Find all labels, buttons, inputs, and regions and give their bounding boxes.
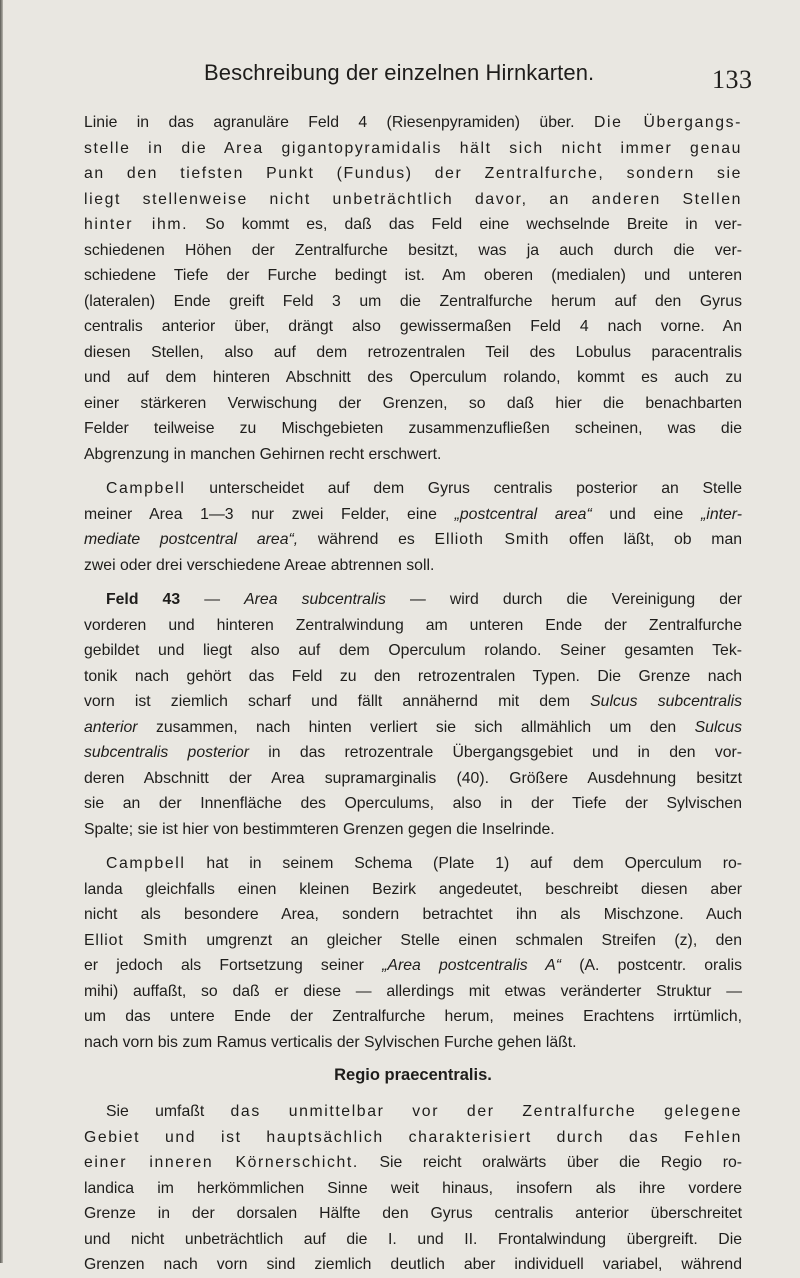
- running-title: Beschreibung der einzelnen Hirnkarten.: [204, 60, 595, 85]
- text-run: vorn ist ziemlich scharf und fällt annähernd mit dem: [84, 693, 570, 710]
- running-head: [0, 56, 800, 92]
- text-run: zusammen, nach hinten verliert sie sich allmählich um den: [155, 718, 677, 736]
- text-line: schiedenen Höhen der Zentralfurche besitzt, was ja auch durch die ver-: [84, 241, 742, 259]
- paragraph-3: [84, 587, 742, 842]
- paragraph-gap: [84, 467, 742, 476]
- paragraph-gap: [84, 578, 742, 587]
- author-name: Campbell: [106, 855, 186, 872]
- author-name: Elliot Smith: [84, 931, 188, 949]
- text-run: in das retrozentrale Übergangsgebiet und in den vor-: [268, 744, 743, 761]
- text-line: einer stärkeren Verwischung der Grenzen, so daß hier die benachbarten: [84, 394, 742, 412]
- text-line: landa gleichfalls einen kleinen Bezirk angedeutet, beschreibt diesen aber: [84, 880, 742, 898]
- text-run: —: [204, 591, 221, 608]
- spaced-text: hinter ihm.: [84, 216, 189, 233]
- text-run: meiner Area 1—3 nur zwei Felder, eine: [84, 505, 437, 523]
- text-run: So kommt es, daß das Feld eine wechselnde Breite in ver-: [205, 216, 742, 233]
- italic-term: Sulcus subcentralis: [590, 693, 742, 710]
- text-line: um das untere Ende der Zentralfurche herum, meines Erachtens irrtümlich,: [84, 1008, 742, 1025]
- italic-term: mediate postcentral area“,: [84, 531, 299, 548]
- text-run: offen läßt, ob man: [569, 531, 743, 548]
- text-run: und eine: [609, 505, 684, 523]
- text-line: [84, 1099, 742, 1125]
- text-line: Grenze in der dorsalen Hälfte den Gyrus centralis anterior überschreitet: [84, 1205, 742, 1222]
- italic-term: Area subcentralis: [244, 591, 386, 608]
- text-line: nicht als besondere Area, sondern betrachtet ihn als Mischzone. Auch: [84, 906, 742, 923]
- text-run: hat in seinem Schema (Plate 1) auf dem Operculum ro-: [206, 855, 743, 872]
- text-line: vorderen und hinteren Zentralwindung am unteren Ende der Zentralfurche: [84, 616, 742, 634]
- spaced-text: liegt stellenweise nicht unbeträchtlich davor, an anderen Stellen: [84, 190, 742, 208]
- section-heading: Regio praecentralis.: [334, 1066, 492, 1084]
- italic-term: „postcentral area“: [454, 505, 592, 523]
- text-line: schiedene Tiefe der Furche bedingt ist. Am oberen (medialen) und unteren: [84, 267, 742, 284]
- text-run: Sie reicht oralwärts über die Regio ro-: [379, 1154, 743, 1171]
- text-line: [84, 502, 742, 528]
- text-run: Sie umfaßt: [106, 1103, 205, 1120]
- text-line: [84, 740, 742, 766]
- page-number: 133: [712, 65, 753, 94]
- text-run: während es: [317, 531, 415, 548]
- text-line: [84, 1150, 742, 1176]
- text-line: [84, 928, 742, 954]
- text-line: [84, 689, 742, 715]
- text-line: Grenzen nach vorn sind ziemlich deutlich aber individuell variabel, während: [84, 1256, 742, 1273]
- text-line: mihi) auffaßt, so daß er diese — allerdings mit etwas veränderter Struktur —: [84, 982, 742, 1000]
- text-line: diesen Stellen, also auf dem retrozentralen Teil des Lobulus paracentralis: [84, 343, 742, 361]
- text-line: [84, 715, 742, 741]
- text-line: nach vorn bis zum Ramus verticalis der Sylvischen Furche gehen läßt.: [84, 1033, 577, 1051]
- text-line: und auf dem hinteren Abschnitt des Operculum rolando, kommt es auch zu: [84, 369, 742, 386]
- text-line: centralis anterior über, drängt also gewissermaßen Feld 4 nach vorne. An: [84, 318, 742, 335]
- paragraph-gap: [84, 842, 742, 851]
- text-line: (lateralen) Ende greift Feld 3 um die Zentralfurche herum auf den Gyrus: [84, 292, 742, 310]
- italic-term: subcentralis posterior: [84, 744, 250, 761]
- text-line: [84, 851, 742, 877]
- text-line: [84, 110, 742, 136]
- text-run: Linie in das agranuläre Feld 4 (Riesenpyramiden) über.: [84, 114, 575, 131]
- text-line: deren Abschnitt der Area supramarginalis (40). Größere Ausdehnung besitzt: [84, 769, 742, 787]
- text-line: [84, 527, 742, 553]
- text-line: [84, 476, 742, 502]
- text-line: [84, 587, 742, 613]
- italic-term: Sulcus: [694, 718, 743, 736]
- text-line: Abgrenzung in manchen Gehirnen recht erschwert.: [84, 445, 442, 463]
- text-run: unterscheidet auf dem Gyrus centralis posterior an Stelle: [209, 480, 742, 497]
- page-edge: [0, 0, 3, 1263]
- paragraph-2: [84, 476, 742, 578]
- text-run: — wird durch die Vereinigung der: [409, 591, 743, 608]
- text-line: [84, 212, 742, 238]
- italic-term: „inter-: [701, 505, 743, 523]
- author-name: Campbell: [106, 480, 186, 497]
- text-line: landica im herkömmlichen Sinne weit hinaus, insofern als ihre vordere: [84, 1179, 742, 1197]
- spaced-text: an den tiefsten Punkt (Fundus) der Zentralfurche, sondern sie: [84, 165, 742, 182]
- paragraph-4: [84, 851, 742, 1055]
- italic-term: anterior: [84, 718, 138, 736]
- text-run: er jedoch als Fortsetzung seiner: [84, 957, 364, 974]
- text-line: Felder teilweise zu Mischgebieten zusammenzufließen scheinen, was die: [84, 420, 742, 437]
- text-line: Spalte; sie ist hier von bestimmteren Grenzen gegen die Inselrinde.: [84, 820, 555, 838]
- text-line: zwei oder drei verschiedene Areae abtrennen soll.: [84, 556, 435, 574]
- italic-term: „Area postcentralis A“: [382, 957, 562, 974]
- text-line: gebildet und liegt also auf dem Operculum rolando. Seiner gesamten Tek-: [84, 642, 742, 659]
- body-text: [84, 110, 742, 1278]
- paragraph-5: [84, 1099, 742, 1278]
- text-line: [84, 953, 742, 979]
- spaced-text: Die Übergangs-: [593, 114, 742, 131]
- text-run: umgrenzt an gleicher Stelle einen schmalen Streifen (z), den: [206, 931, 743, 949]
- spaced-text: einer inneren Körnerschicht.: [84, 1154, 359, 1171]
- text-line: und nicht unbeträchtlich auf die I. und II. Frontalwindung übergreift. Die: [84, 1230, 742, 1248]
- author-name: Ellioth Smith: [434, 531, 550, 548]
- spaced-text: Gebiet und ist hauptsächlich charakterisiert durch das Fehlen: [84, 1128, 742, 1146]
- text-run: (A. postcentr. oralis: [579, 957, 743, 974]
- paragraph-1: [84, 110, 742, 467]
- spaced-text: das unmittelbar vor der Zentralfurche gelegene: [230, 1103, 742, 1120]
- text-line: sie an der Innenfläche des Operculums, also in der Tiefe der Sylvischen: [84, 795, 742, 812]
- field-label: Feld 43: [106, 591, 181, 608]
- spaced-text: stelle in die Area gigantopyramidalis hält sich nicht immer genau: [84, 139, 742, 157]
- text-line: tonik nach gehört das Feld zu den retrozentralen Typen. Die Grenze nach: [84, 667, 742, 685]
